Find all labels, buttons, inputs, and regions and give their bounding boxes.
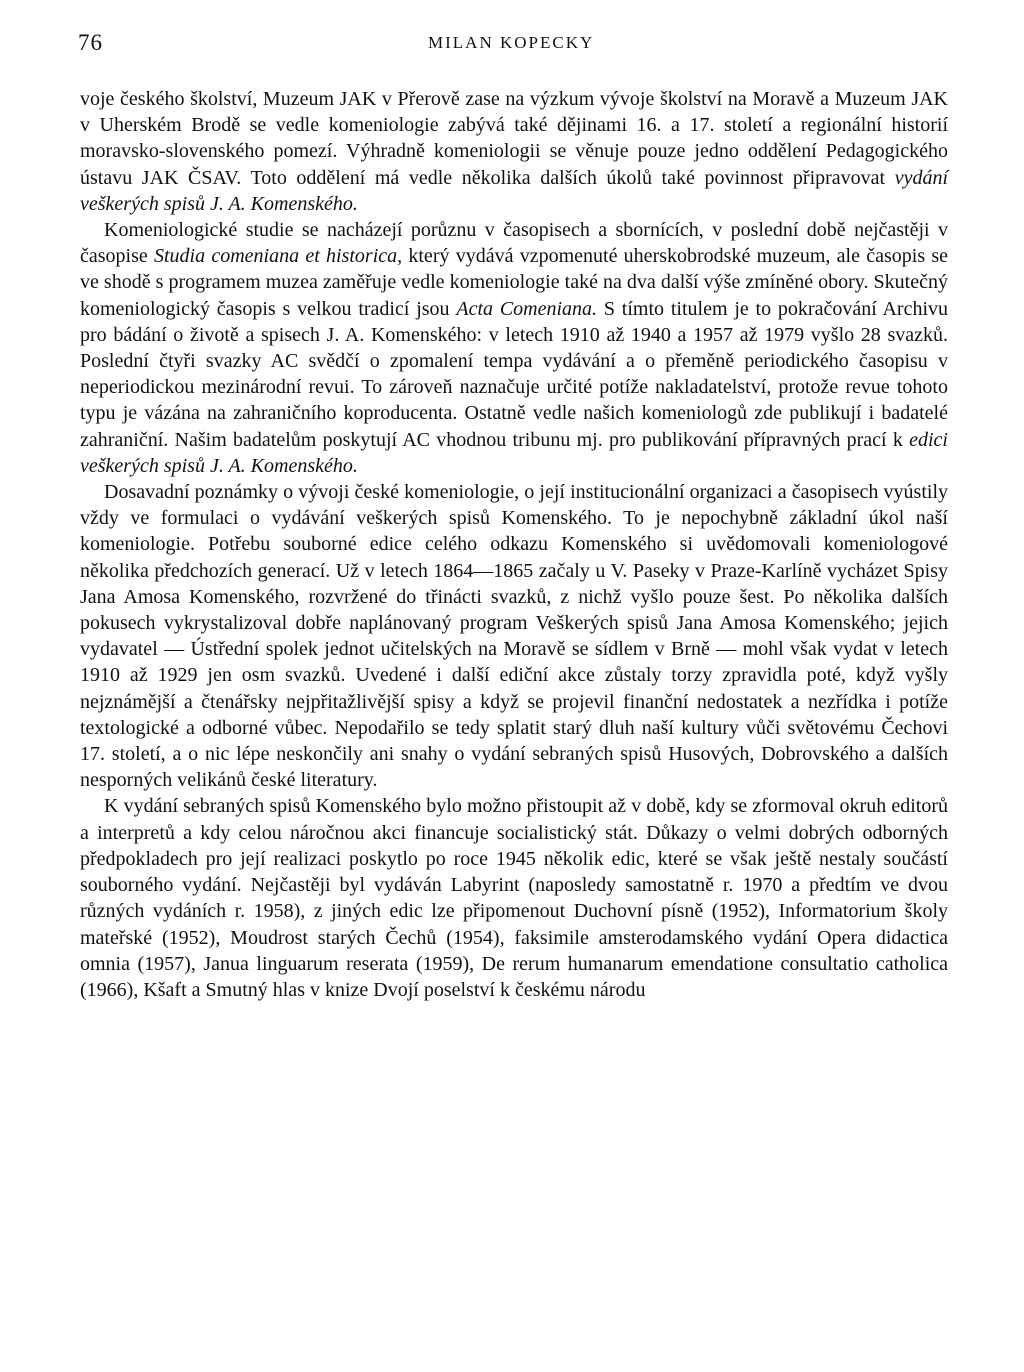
paragraph: [80, 86, 948, 217]
page-header: [78, 30, 948, 62]
text-run: Komeniologické studie se nacházejí porůznu v časopisech a sbornících, v poslední době nejčastěji v časopise: [80, 219, 948, 268]
text-run: , který vydává vzpomenuté uherskobrodské muzeum, ale časopis se ve shodě s programem muzea zaměřuje vedle komeniologie také na dva další výše zmíněné obory. Skutečný komeniologický časopis s velkou tradicí jsou: [80, 245, 948, 320]
text-run: voje českého školství, Muzeum JAK v Přerově zase na výzkum vývoje školství na Moravě a Muzeum JAK v Uherském Brodě se vedle komeniologie zabývá také dějinami 16. a 17. století a regionální historií moravsko-slovenského pomezí. Výhradně komeniologii se věnuje pouze jedno oddělení Pedagogického ústavu JAK ČSAV. Toto oddělení má vedle několika dalších úkolů také povinnost připravovat: [80, 88, 948, 189]
paragraph: [80, 217, 948, 479]
paragraph: [80, 479, 948, 793]
italic-title: Acta Comeniana.: [456, 297, 598, 320]
running-head: MILAN KOPECKY: [428, 33, 595, 52]
text-run: Dosavadní poznámky o vývoji české komeniologie, o její institucionální organizaci a časopisech vyústily vždy ve formulaci o vydávání veškerých spisů Komenského. To je nepochybně základní úkol naší komeniologie. Potřebu souborné edice celého odkazu Komenského si uvědomovali komeniologové několika předchozích generací. Už v letech 1864—1865 začaly u V. Paseky v Praze-Karlíně vycházet Spisy Jana Amosa Komenského, rozvržené do třinácti svazků, z nichž vyšlo pouze šest. Po několika dalších pokusech vykrystalizoval dobře naplánovaný program Veškerých spisů Jana Amosa Komenského; jejich vydavatel — Ústřední spolek jednot učitelských na Moravě se sídlem v Brně — mohl však vydat v letech 1910 až 1929 jen osm svazků. Uvedené i další ediční akce zůstaly torzy zpravidla poté, když vyšly nejznámější a čtenářsky nejpřitažlivější spisy a když se projevil finanční nedostatek a nezřídka i potíže textologické a odborné vůbec. Nepodařilo se tedy splatit starý dluh naší kultury vůči světovému Čechovi 17. století, a o nic lépe neskončily ani snahy o vydání sebraných spisů Husových, Dobrovského a dalších nesporných velikánů české literatury.: [80, 481, 948, 792]
body-text: [80, 86, 948, 1003]
page-number: 76: [78, 30, 103, 55]
italic-title: Studia comeniana et historica: [154, 245, 398, 268]
text-run: S tímto titulem je to pokračování Archivu pro bádání o životě a spisech J. A. Komenského: v letech 1910 až 1940 a 1957 až 1979 vyšlo 28 svazků. Poslední čtyři svazky AC svědčí o zpomalení tempa vydávání a o přeměně periodického časopisu v neperiodickou mezinárodní revui. To zároveň naznačuje určité potíže nakladatelství, protože revue tohoto typu je vázána na zahraničního koproducenta. Ostatně vedle našich komeniologů zde publikují i badatelé zahraniční. Našim badatelům poskytují AC vhodnou tribunu mj. pro publikování přípravných prací k: [80, 297, 949, 451]
text-run: K vydání sebraných spisů Komenského bylo možno přistoupit až v době, kdy se zformoval okruh editorů a interpretů a kdy celou náročnou akci financuje socialistický stát. Důkazy o velmi dobrých odborných předpokladech pro její realizaci poskytlo po roce 1945 několik edic, které se však ještě nestaly součástí souborného vydání. Nejčastěji byl vydáván Labyrint (naposledy samostatně r. 1970 a předtím ve dvou různých vydáních r. 1958), z jiných edic lze připomenout Duchovní písně (1952), Informatorium školy mateřské (1952), Moudrost starých Čechů (1954), faksimile amsterodamského vydání Opera didactica omnia (1957), Janua linguarum reserata (1959), De rerum humanarum emendatione consultatio catholica (1966), Kšaft a Smutný hlas v knize Dvojí poselství k českému národu: [80, 795, 948, 1001]
italic-title: vydání veškerých spisů J. A. Komenského.: [80, 166, 948, 215]
paragraph: [80, 793, 948, 1003]
italic-title: edici veškerých spisů J. A. Komenského.: [80, 428, 948, 477]
